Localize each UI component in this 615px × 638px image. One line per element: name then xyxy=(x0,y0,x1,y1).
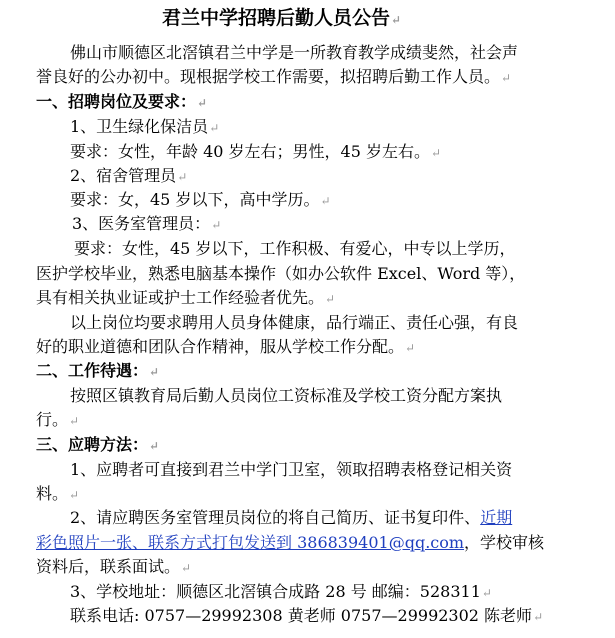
note-line-2-text: 好的职业道德和团队合作精神，服从学校工作分配。 xyxy=(36,337,405,356)
salary-line-2-text: 行。 xyxy=(36,410,69,429)
salary-line-1: 按照区镇教育局后勤人员岗位工资标准及学校工资分配方案执 xyxy=(70,386,503,405)
paragraph-mark: ↵ xyxy=(177,170,188,184)
salary-line-2 xyxy=(36,410,79,432)
paragraph-mark: ↵ xyxy=(149,365,160,379)
note-line-2 xyxy=(36,337,415,359)
post-2-text: 2、宿舍管理员 xyxy=(70,166,177,185)
section-heading-2 xyxy=(36,361,159,383)
section-heading-2-text: 二、工作待遇： xyxy=(36,361,149,380)
post-3 xyxy=(72,214,221,236)
paragraph-mark: ↵ xyxy=(501,71,512,85)
requirement-3-line-3-text: 具有相关执业证或护士工作经验者优先。 xyxy=(36,288,325,307)
requirement-3-line-3 xyxy=(36,288,335,310)
contact-phone-text: 联系电话: 0757—29992308 黄老师 0757—29992302 陈老师 xyxy=(70,606,533,625)
intro-line-2 xyxy=(36,67,511,89)
intro-line-2-text: 誉良好的公办初中。现根据学校工作需要，拟招聘后勤工作人员。 xyxy=(36,67,501,86)
intro-line-1: 佛山市顺德区北滘镇君兰中学是一所教育教学成绩斐然，社会声 xyxy=(70,43,519,62)
method-2-line-1 xyxy=(70,508,512,530)
paragraph-mark: ↵ xyxy=(430,146,442,160)
post-1 xyxy=(70,117,219,139)
paragraph-mark: ↵ xyxy=(149,439,160,453)
paragraph-mark: ↵ xyxy=(320,194,331,208)
requirement-1-text: 要求：女性，年龄 40 岁左右；男性，45 岁左右。 xyxy=(70,142,430,161)
paragraph-mark: ↵ xyxy=(209,121,220,135)
method-2-text-cont: ，学校审核 xyxy=(464,533,545,552)
method-2-line-3 xyxy=(36,557,191,579)
paragraph-mark: ↵ xyxy=(325,292,336,306)
email-link-part-1[interactable]: 近期 xyxy=(480,508,513,527)
method-2-text-end: 资料后，联系面试。 xyxy=(36,557,181,576)
requirement-3-line-2: 医护学校毕业，熟悉电脑基本操作（如办公软件 Excel、Word 等）， xyxy=(36,264,526,283)
method-1-line-2 xyxy=(36,484,79,506)
section-heading-3-text: 三、应聘方法： xyxy=(36,435,149,454)
paragraph-mark: ↵ xyxy=(69,414,80,428)
post-3-text: 3、医务室管理员： xyxy=(72,214,211,233)
section-heading-1 xyxy=(36,92,207,114)
paragraph-mark: ↵ xyxy=(197,96,208,110)
note-line-1: 以上岗位均要求聘用人员身体健康，品行端正、责任心强，有良 xyxy=(70,313,519,332)
method-2-text: 2、请应聘医务室管理员岗位的将自己简历、证书复印件、 xyxy=(70,508,481,527)
email-link[interactable]: 彩色照片一张、联系方式打包发送到 386839401@qq.com xyxy=(36,533,465,552)
paragraph-mark: ↵ xyxy=(481,586,492,600)
section-heading-3 xyxy=(36,435,159,457)
page-title xyxy=(162,8,401,30)
paragraph-mark: ↵ xyxy=(391,13,402,27)
requirement-2 xyxy=(70,190,331,212)
paragraph-mark: ↵ xyxy=(211,218,222,232)
section-heading-1-text: 一、招聘岗位及要求： xyxy=(36,92,197,111)
post-2 xyxy=(70,166,187,188)
requirement-3-line-1: 要求：女性，45 岁以下，工作积极、有爱心，中专以上学历， xyxy=(74,239,516,258)
title-text: 君兰中学招聘后勤人员公告 xyxy=(162,7,391,29)
method-1-line-1: 1、应聘者可直接到君兰中学门卫室，领取招聘表格登记相关资 xyxy=(70,460,513,479)
method-1-line-2-text: 料。 xyxy=(36,484,69,503)
requirement-1 xyxy=(70,142,441,164)
paragraph-mark: ↵ xyxy=(181,561,192,575)
school-address xyxy=(70,582,492,604)
requirement-2-text: 要求：女，45 岁以下，高中学历。 xyxy=(70,190,320,209)
contact-phone xyxy=(70,606,543,628)
method-2-line-2 xyxy=(36,533,544,555)
school-address-text: 3、学校地址：顺德区北滘镇合成路 28 号 邮编：528311 xyxy=(70,582,481,601)
paragraph-mark: ↵ xyxy=(533,610,544,624)
post-1-text: 1、卫生绿化保洁员 xyxy=(70,117,209,136)
paragraph-mark: ↵ xyxy=(69,488,80,502)
paragraph-mark: ↵ xyxy=(405,341,416,355)
